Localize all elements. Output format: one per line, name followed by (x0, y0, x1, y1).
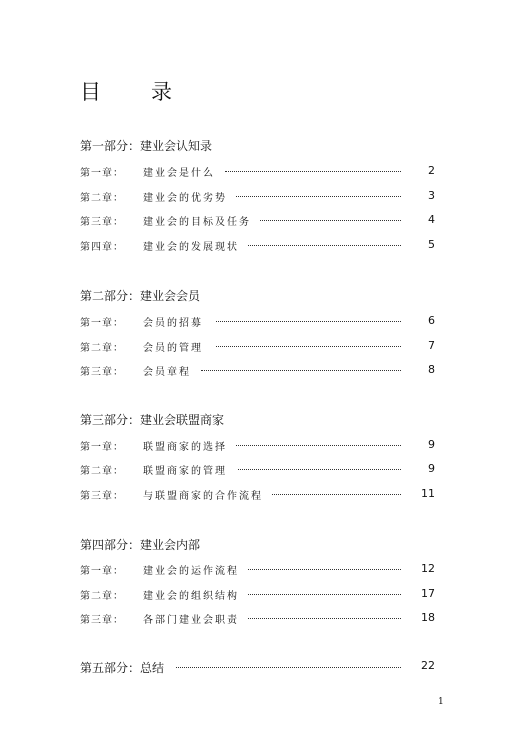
toc-entry[interactable] (80, 189, 435, 205)
chapter-number: 第三章： (80, 491, 124, 502)
dot-leader (248, 594, 401, 595)
chapter-number: 第三章： (80, 615, 124, 626)
toc-entry[interactable] (80, 587, 435, 603)
page-number: 18 (421, 611, 435, 624)
toc-title (80, 76, 172, 106)
page-number: 4 (428, 213, 435, 226)
dot-leader (238, 469, 401, 470)
toc-entry[interactable] (80, 213, 435, 229)
toc-entry[interactable] (80, 611, 435, 627)
dot-leader (216, 346, 401, 347)
dot-leader (236, 445, 401, 446)
page-number: 22 (421, 659, 435, 672)
toc-entry[interactable] (80, 438, 435, 454)
chapter-title: 联盟商家的管理 (143, 466, 227, 477)
chapter-title: 建业会是什么 (143, 168, 215, 179)
dot-leader (176, 667, 401, 668)
dot-leader (236, 196, 401, 197)
chapter-number: 第三章： (80, 367, 124, 378)
toc-title-left: 目 (80, 80, 101, 104)
toc-entry[interactable] (80, 339, 435, 355)
chapter-number: 第三章： (80, 217, 124, 228)
part-heading: 第五部分：总结 (80, 661, 165, 675)
dot-leader (272, 494, 401, 495)
page-number: 5 (428, 238, 435, 251)
dot-leader (248, 569, 401, 570)
chapter-number: 第四章： (80, 242, 124, 253)
toc-entry-summary[interactable] (80, 659, 435, 677)
chapter-title: 与联盟商家的合作流程 (143, 491, 263, 502)
page-number: 7 (428, 339, 435, 352)
chapter-title: 会员的管理 (143, 343, 203, 354)
page-number: 8 (428, 363, 435, 376)
chapter-number: 第一章： (80, 566, 124, 577)
part-heading: 第三部分：建业会联盟商家 (80, 413, 225, 427)
toc-entry[interactable] (80, 314, 435, 330)
dot-leader (216, 321, 401, 322)
dot-leader (225, 171, 401, 172)
part-heading: 第一部分：建业会认知录 (80, 139, 213, 153)
chapter-number: 第二章： (80, 343, 124, 354)
chapter-title: 各部门建业会职责 (143, 615, 239, 626)
toc-entry[interactable] (80, 462, 435, 478)
chapter-title: 建业会的目标及任务 (143, 217, 251, 228)
page-number: 9 (428, 438, 435, 451)
chapter-number: 第二章： (80, 591, 124, 602)
toc-entry[interactable] (80, 363, 435, 379)
chapter-number: 第一章： (80, 168, 124, 179)
part-heading: 第二部分：建业会会员 (80, 289, 201, 303)
footer-page-number: 1 (438, 697, 444, 707)
page-number: 9 (428, 462, 435, 475)
page-number: 3 (428, 189, 435, 202)
chapter-number: 第二章： (80, 193, 124, 204)
page-number: 12 (421, 562, 435, 575)
chapter-number: 第一章： (80, 442, 124, 453)
chapter-title: 会员章程 (143, 367, 191, 378)
toc-title-right: 录 (151, 80, 172, 104)
part-heading: 第四部分：建业会内部 (80, 538, 201, 552)
page-number: 17 (421, 587, 435, 600)
page-number: 11 (421, 487, 435, 500)
dot-leader (248, 618, 401, 619)
toc-entry[interactable] (80, 238, 435, 254)
chapter-title: 建业会的发展现状 (143, 242, 239, 253)
page-number: 6 (428, 314, 435, 327)
page-number: 2 (428, 164, 435, 177)
toc-entry[interactable] (80, 562, 435, 578)
dot-leader (260, 220, 401, 221)
chapter-number: 第二章： (80, 466, 124, 477)
chapter-number: 第一章： (80, 318, 124, 329)
chapter-title: 建业会的运作流程 (143, 566, 239, 577)
chapter-title: 会员的招募 (143, 318, 203, 329)
dot-leader (201, 370, 401, 371)
toc-entry[interactable] (80, 487, 435, 503)
dot-leader (248, 245, 401, 246)
toc-entry[interactable] (80, 164, 435, 180)
chapter-title: 建业会的优劣势 (143, 193, 227, 204)
chapter-title: 联盟商家的选择 (143, 442, 227, 453)
chapter-title: 建业会的组织结构 (143, 591, 239, 602)
